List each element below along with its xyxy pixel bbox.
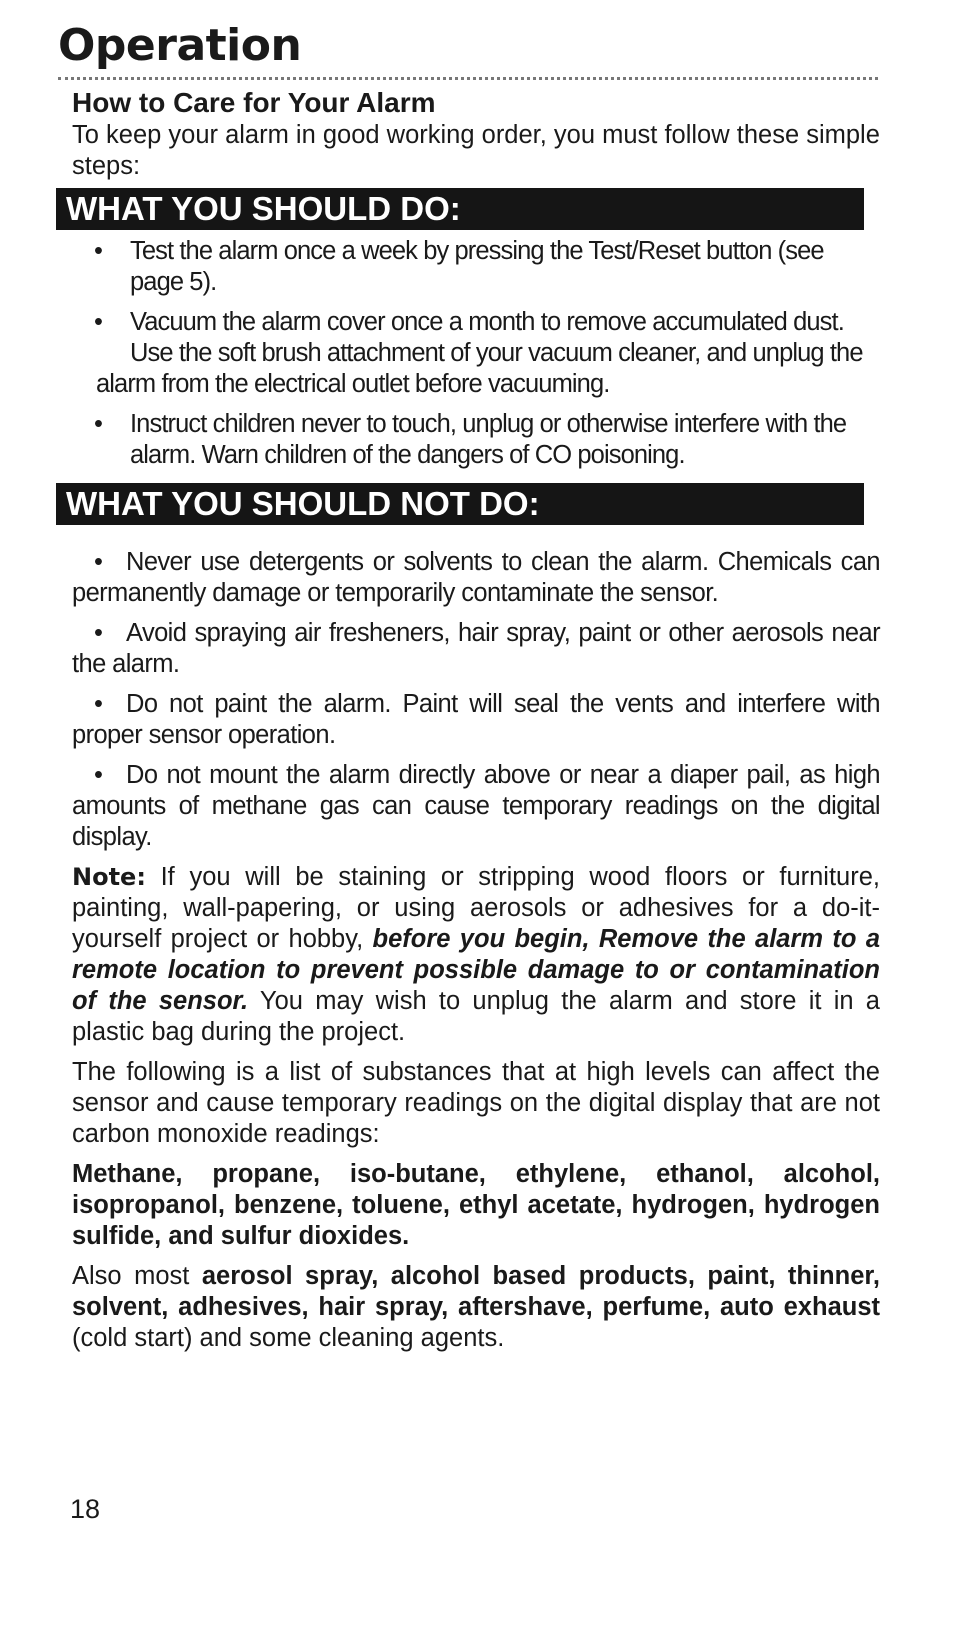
note-paragraph [72,862,880,1048]
dotted-divider [58,77,878,80]
bullet-icon: • [94,410,103,438]
list-item-text: Never use detergents or solvents to clean the alarm. Chemicals can permanently damage or temporarily contaminate the sensor. [72,548,880,607]
list-item-text: Do not mount the alarm directly above or near a diaper pail, as high amounts of methane gas can cause temporary readings on the digital display. [72,761,880,851]
list-item-text: Test the alarm once a week by pressing the Test/Reset button (see page 5). [130,237,824,296]
list-item [72,547,880,609]
also-suffix: (cold start) and some cleaning agents. [72,1324,505,1352]
substances-intro: The following is a list of substances that at high levels can affect the sensor and cause temporary readings on the digital display that are not carbon monoxide readings: [72,1058,880,1148]
care-heading: How to Care for Your Alarm [72,87,436,118]
list-item [72,307,880,400]
bullet-icon: • [94,548,103,576]
note-text-end: You may wish to unplug the alarm and store it in a plastic bag during the project. [72,987,880,1046]
page-content [66,86,880,1363]
list-item [72,689,880,751]
list-item-text: Vacuum the alarm cover once a month to remove accumulated dust. Use the soft brush attachment of your vacuum cleaner, and unplug the [130,308,863,367]
also-paragraph [72,1261,880,1354]
note-text: If you will be staining or stripping wood floors or furniture, painting, wall-papering, or using aerosols or adhesives for a do-it-yourself project or hobby, [72,863,880,953]
bullet-icon: • [94,690,103,718]
also-prefix: Also most [72,1262,202,1290]
list-item-text-continued: alarm from the electrical outlet before vacuuming. [96,370,610,398]
do-banner: WHAT YOU SHOULD DO: [56,188,864,230]
bullet-icon: • [94,308,103,336]
care-intro: To keep your alarm in good working order, you must follow these simple steps: [72,121,880,180]
list-item [72,409,880,471]
page-number: 18 [70,1494,101,1524]
note-label: Note: [72,863,146,891]
bullet-icon: • [94,619,103,647]
page-title: Operation [58,20,302,71]
list-item-text: Instruct children never to touch, unplug or otherwise interfere with the alarm. Warn children of the dangers of CO poisoning. [130,410,847,469]
list-item [72,618,880,680]
list-item [72,760,880,853]
do-list [72,236,880,471]
bullet-icon: • [94,761,103,789]
list-item-text: Avoid spraying air fresheners, hair spray, paint or other aerosols near the alarm. [72,619,880,678]
dont-list [72,547,880,853]
bullet-icon: • [94,237,103,265]
note-emphasis: before you begin, Remove the alarm to a remote location to prevent possible damage to or contamination of the sensor. [72,925,880,1015]
dont-banner: WHAT YOU SHOULD NOT DO: [56,483,864,525]
substances-list: Methane, propane, iso-butane, ethylene, ethanol, alcohol, isopropanol, benzene, toluene, ethyl acetate, hydrogen, hydrogen sulfide, and sulfur dioxides. [72,1160,880,1250]
list-item-text: Do not paint the alarm. Paint will seal the vents and interfere with proper sensor operation. [72,690,880,749]
list-item [72,236,880,298]
also-bold-list: aerosol spray, alcohol based products, paint, thinner, solvent, adhesives, hair spray, aftershave, perfume, auto exhaust [72,1262,880,1321]
